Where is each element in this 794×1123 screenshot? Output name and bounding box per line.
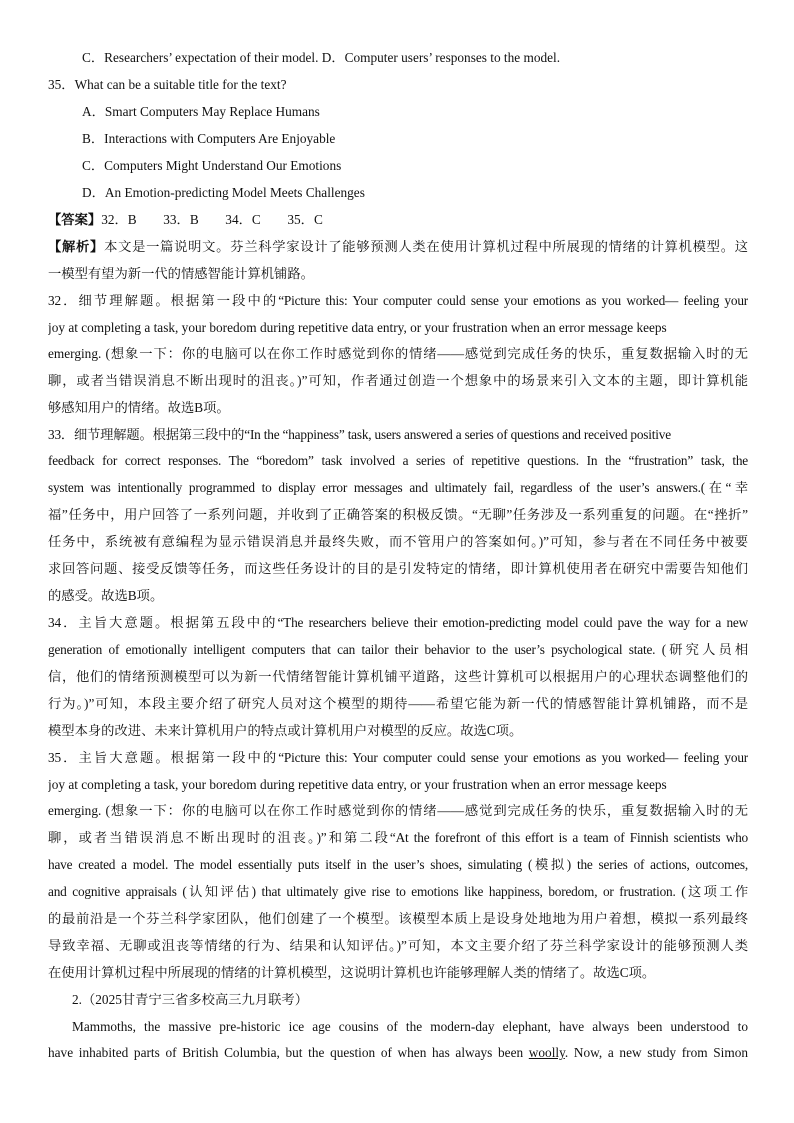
- text-line: generation of emotionally intelligent computers that can tailor their behavior to the user’s psychological state. (研究人员相: [48, 642, 748, 657]
- text-line: 模型本身的改进、未来计算机用户的特点或计算机用户对模型的反应。故选C项。: [48, 723, 523, 738]
- text-line: 任务中，系统被有意编程为显示错误消息并最终失败，而不管用户的答案如何。)”可知，参与者在不同任务中被要: [48, 534, 748, 549]
- text-line: 够感知用户的情绪。故选B项。: [48, 400, 230, 415]
- question-35: 35．What can be a suitable title for the text?: [48, 77, 287, 92]
- text-line: 一模型有望为新一代的情感智能计算机铺路。: [48, 266, 314, 281]
- analysis-line: [48, 238, 748, 256]
- text-line: 33．细节理解题。根据第三段中的“In the “happiness” task, users answered a series of questions and received positive: [48, 427, 671, 442]
- text-line: 导致幸福、无聊或沮丧等情绪的行为、结果和认知评估。)”可知，本文主要介绍了芬兰科学家设计的能够预测人类: [48, 938, 748, 953]
- option-b: B．Interactions with Computers Are Enjoyable: [82, 131, 336, 146]
- text-line: 的感受。故选B项。: [48, 588, 164, 603]
- text-line: and cognitive appraisals (认知评估) that ultimately give rise to emotions like happiness, boredom, or frustration. (这项工作: [48, 884, 748, 899]
- text-line: system was intentionally programmed to display error messages and ultimately fail, regardless of the user’s answers.(在“幸: [48, 480, 748, 495]
- text-line: feedback for correct responses. The “boredom” task involved a series of repetitive questions. In the “frustration” task, the: [48, 453, 748, 468]
- text-line: 聊，或者当错误消息不断出现时的沮丧。)”和第二段“At the forefront of this effort is a team of Finnish scientists who: [48, 830, 748, 845]
- answer-line: [48, 211, 748, 229]
- analysis-text: 本文是一篇说明文。芬兰科学家设计了能够预测人类在使用计算机过程中所展现的情绪的计算机模型。这: [104, 239, 748, 254]
- answer-label: 【答案】: [48, 212, 102, 227]
- passage-line: Mammoths, the massive pre-historic ice age cousins of the modern-day elephant, have always been understood to: [72, 1019, 748, 1034]
- option-a: A．Smart Computers May Replace Humans: [82, 104, 320, 119]
- passage-heading: 2.（2025甘青宁三省多校高三九月联考）: [72, 992, 309, 1007]
- text-line: 行为。)”可知，本段主要介绍了研究人员对这个模型的期待——希望它能为新一代的情感智能计算机铺路，而不是: [48, 696, 748, 711]
- text-line: joy at completing a task, your boredom during repetitive data entry, or your frustration when an error message keeps: [48, 320, 667, 335]
- underlined-word: woolly: [528, 1045, 565, 1060]
- text-line: 求回答问题、接受反馈等任务，而这些任务设计的目的是引发特定的情绪，即计算机使用者在研究中需要告知他们: [48, 561, 748, 576]
- passage-line: have inhabited parts of British Columbia, but the question of when has always been woolly. Now, a new study from Simon: [48, 1045, 748, 1060]
- text-line: 的最前沿是一个芬兰科学家团队，他们创建了一个模型。该模型本质上是设身处地地为用户着想，模拟一系列最终: [48, 911, 748, 926]
- text-line: 34．主旨大意题。根据第五段中的“The researchers believe their emotion-predicting model could pave the way for a new: [48, 615, 748, 630]
- text-line: 聊，或者当错误消息不断出现时的沮丧。)”可知，作者通过创造一个想象中的场景来引入文本的主题，即计算机能: [48, 373, 748, 388]
- text-line: 32．细节理解题。根据第一段中的“Picture this: Your computer could sense your emotions as you worked— feeling your: [48, 293, 748, 308]
- text-line: joy at completing a task, your boredom during repetitive data entry, or your frustration when an error message keeps: [48, 777, 667, 792]
- text-line: emerging. (想象一下：你的电脑可以在你工作时感觉到你的情绪——感觉到完成任务的快乐，重复数据输入时的无: [48, 346, 748, 361]
- option-d: D．An Emotion-predicting Model Meets Challenges: [82, 185, 365, 200]
- analysis-label: 【解析】: [48, 239, 105, 254]
- text-line: have created a model. The model essentially puts itself in the user’s shoes, simulating (模拟) the series of actions, outcomes,: [48, 857, 748, 872]
- text-line: 35．主旨大意题。根据第一段中的“Picture this: Your computer could sense your emotions as you worked— feeling your: [48, 750, 748, 765]
- answer-text: 32．B 33．B 34．C 35．C: [101, 212, 323, 227]
- option-c: C．Computers Might Understand Our Emotions: [82, 158, 342, 173]
- text-line: 信，他们的情绪预测模型可以为新一代情绪智能计算机铺平道路，这些计算机可以根据用户的心理状态调整他们的: [48, 669, 748, 684]
- text-line: emerging. (想象一下：你的电脑可以在你工作时感觉到你的情绪——感觉到完成任务的快乐，重复数据输入时的无: [48, 803, 748, 818]
- text-line: 福”任务中，用户回答了一系列问题，并收到了正确答案的积极反馈。“无聊”任务涉及一系列重复的问题。在“挫折”: [48, 507, 748, 522]
- option-line-c-d: C．Researchers’ expectation of their model. D．Computer users’ responses to the model.: [82, 50, 561, 65]
- text-line: 在使用计算机过程中所展现的情绪的计算机模型，这说明计算机也许能够理解人类的情绪了。故选C项。: [48, 965, 656, 980]
